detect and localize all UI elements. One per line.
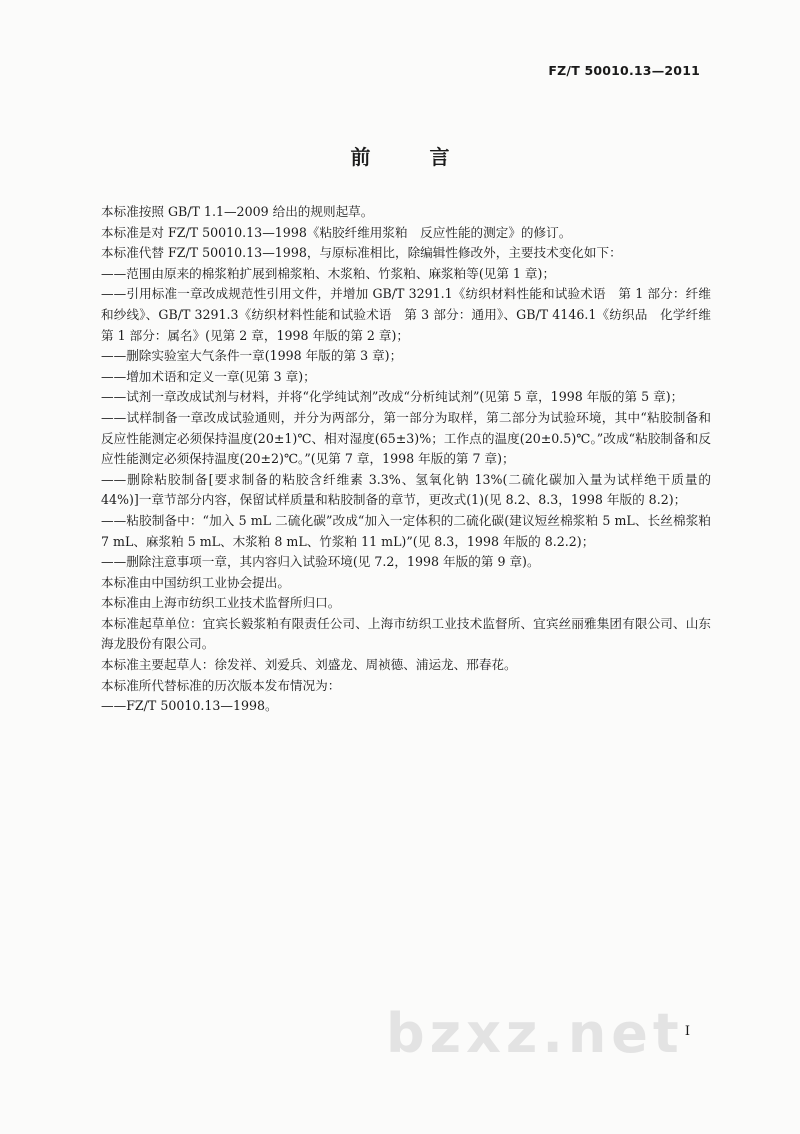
paragraph-centralized: 本标准由上海市纺织工业技术监督所归口。 bbox=[101, 595, 341, 611]
change-item: ——删除粘胶制备[要求制备的粘胶含纤维素 3.3%、氢氧化钠 13%(二硫化碳加入量为试样绝干质量的 44%)]一章节部分内容，保留试样质量和粘胶制备的章节，更改式(1)(见 8.2、8.3，1998 年版的 8.2)； bbox=[101, 471, 711, 508]
standard-code: FZ/T 50010.13—2011 bbox=[548, 63, 700, 78]
paragraph-drafters: 本标准主要起草人：徐发祥、刘爱兵、刘盛龙、周祯德、浦运龙、邢春花。 bbox=[101, 657, 517, 673]
change-item: ——删除实验室大气条件一章(1998 年版的第 3 章)； bbox=[101, 348, 403, 364]
change-item: ——粘胶制备中：“加入 5 mL 二硫化碳”改成“加入一定体积的二硫化碳(建议短丝棉浆粕 5 mL、长丝棉浆粕 7 mL、麻浆粕 5 mL、木浆粕 8 mL、竹浆粕 11 mL)”(见 8.3，1998 年版的 8.2.2)； bbox=[101, 512, 711, 549]
page-number: I bbox=[684, 1024, 690, 1039]
change-item: ——删除注意事项一章，其内容归入试验环境(见 7.2，1998 年版的第 9 章)。 bbox=[101, 554, 540, 570]
paragraph-previous-edition: ——FZ/T 50010.13—1998。 bbox=[101, 698, 278, 714]
change-item: ——范围由原来的棉浆粕扩展到棉浆粕、木浆粕、竹浆粕、麻浆粕等(见第 1 章)； bbox=[101, 265, 556, 281]
paragraph-drafting-rules: 本标准按照 GB/T 1.1—2009 给出的规则起草。 bbox=[101, 204, 374, 219]
paragraph-drafting-units: 本标准起草单位：宜宾长毅浆粕有限责任公司、上海市纺织工业技术监督所、宜宾丝丽雅集团有限公司、山东海龙股份有限公司。 bbox=[101, 615, 711, 652]
change-item: ——试样制备一章改成试验通则，并分为两部分，第一部分为取样，第二部分为试验环境，其中“粘胶制备和反应性能测定必须保持温度(20±1)℃、相对湿度(65±3)%；工作点的温度(20±0.5)℃。”改成“粘胶制备和反应性能测定必须保持温度(20±2)℃。”(见第 7 章，1998 年版的第 7 章)； bbox=[101, 409, 711, 467]
document-body bbox=[101, 202, 724, 717]
change-item: ——引用标准一章改成规范性引用文件，并增加 GB/T 3291.1《纺织材料性能和试验术语 第 1 部分：纤维和纱线》、GB/T 3291.3《纺织材料性能和试验术语 第 3 部分：通用》、GB/T 4146.1《纺织品 化学纤维 第 1 部分：属名》(见第 2 章，1998 年版的第 2 章)； bbox=[101, 286, 724, 343]
paragraph-proposer: 本标准由中国纺织工业协会提出。 bbox=[101, 574, 290, 590]
change-item: ——增加术语和定义一章(见第 3 章)； bbox=[101, 368, 316, 384]
change-item: ——试剂一章改成试剂与材料，并将“化学纯试剂”改成“分析纯试剂”(见第 5 章，1998 年版的第 5 章)； bbox=[101, 389, 684, 405]
paragraph-history: 本标准所代替标准的历次版本发布情况为： bbox=[101, 677, 341, 693]
watermark-logo: bzxz.net bbox=[386, 1002, 684, 1065]
paragraph-replacement: 本标准代替 FZ/T 50010.13—1998，与原标准相比，除编辑性修改外，主要技术变化如下： bbox=[101, 245, 622, 261]
paragraph-revision: 本标准是对 FZ/T 50010.13—1998《粘胶纤维用浆粕 反应性能的测定》的修订。 bbox=[101, 224, 572, 240]
page-title: 前 言 bbox=[350, 145, 476, 169]
